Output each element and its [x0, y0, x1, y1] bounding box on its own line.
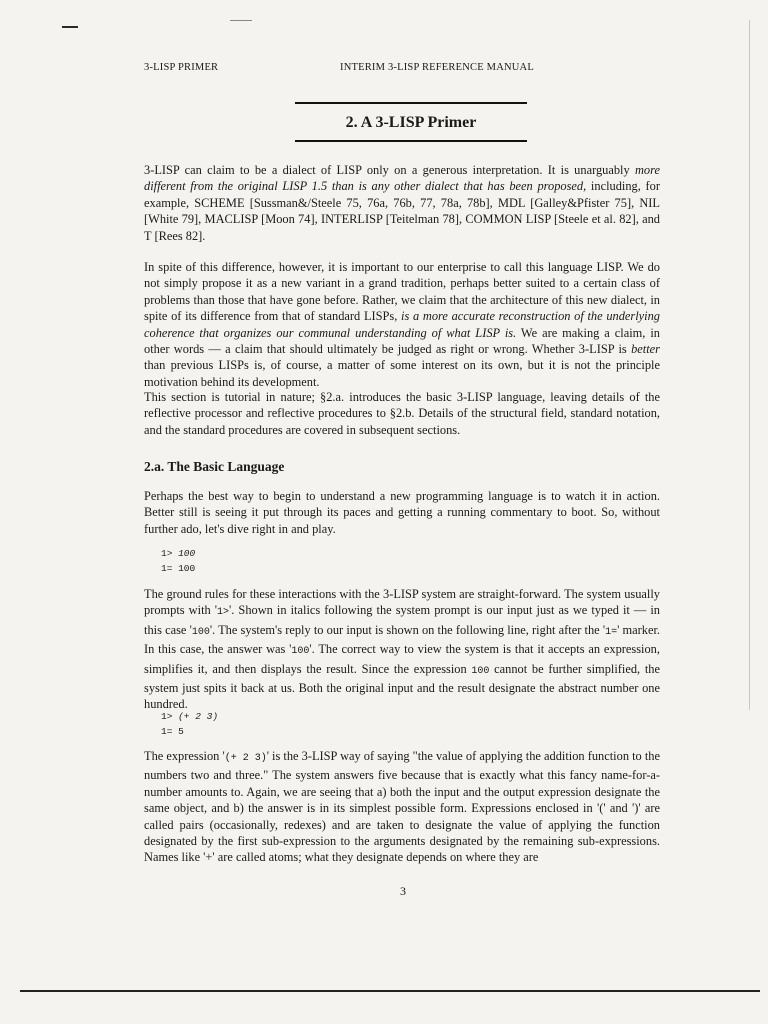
emphasis: is a more accurate reconstruction of the underlying coherence that organizes our communal understanding of what LISP is. [144, 309, 661, 340]
running-header-right: INTERIM 3-LISP REFERENCE MANUAL [340, 62, 534, 73]
scan-artifact-mark [230, 20, 252, 21]
code-input-line: 1> (+ 2 3) [161, 711, 219, 722]
code-reply-line: 1= 5 [161, 726, 184, 737]
page-number: 3 [400, 884, 406, 898]
intro-paragraph-2: In spite of this difference, however, it is important to our enterprise to call this language LISP. We do not simply propose it as a new variant in a grand tradition, perhaps better suited to a certain class of problems than those that have gone before. Rather, we claim that the architecture of this new dialect, in spite of its difference from that of standard LISPs, is a more accurate reconstruction of the underlying coherence that organizes our communal understanding of what LISP is. We are making a claim, in other words — a claim that should ultimately be judged as right or wrong. Whether 3-LISP is better than previous LISPs is, of course, a matter of some interest on its own, but it is not the principle motivation behind its development. [144, 260, 661, 389]
section-paragraph-1: Perhaps the best way to begin to understand a new programming language is to watch it in action. Better still is seeing it put through its paces and getting a running commentary to boot. So, without further ado, let's dive right in and play. [144, 489, 660, 536]
code-input-line: 1> 100 [161, 548, 196, 559]
code-example-2 [161, 709, 218, 739]
intro-paragraph-3: This section is tutorial in nature; §2.a. introduces the basic 3-LISP language, leaving details of the reflective processor and reflective procedures to §2.b. Details of the structural field, standard notation, and the standard procedures are covered in subsequent sections. [144, 390, 660, 437]
title-rule-bottom [295, 140, 527, 142]
code-reply-line: 1= 100 [161, 563, 196, 574]
emphasis: more different from the original LISP 1.5 than is any other dialect that has been proposed, [144, 163, 660, 194]
section-paragraph-2: The ground rules for these interactions with the 3-LISP system are straight-forward. The system usually prompts with '1>'. Shown in italics following the system prompt is our input just as we typed it — in this case '100'. The system's reply to our input is shown on the following line, right after the '1=' marker. In this case, the answer was '100'. The correct way to view the system is that it accepts an expression, simplifies it, and then displays the result. Since the expression 100 cannot be further simplified, the system just spits it back at us. Both the original input and the result designate the abstract number one hundred. [144, 587, 661, 712]
title-rule-top [295, 102, 527, 104]
scan-bottom-line [20, 990, 760, 992]
scan-artifact-mark [62, 26, 78, 28]
section-paragraph-3: The expression '(+ 2 3)' is the 3-LISP way of saying "the value of applying the addition function to the numbers two and three." The system answers five because that is exactly what this fancy name-for-a-number amounts to. Again, we are seeing that a) both the input and the output expression designate the same object, and b) the answer is in its simplest possible form. Expressions enclosed in '(' and ')' are called pairs (occasionally, redexes) and are taken to designate the value of applying the function designated by the first sub-expression to the arguments designated by the remaining sub-expressions. Names like '+' are called atoms; what they designate depends on where they are [144, 749, 660, 865]
running-header-left: 3-LISP PRIMER [144, 62, 219, 73]
code-example-1 [161, 546, 195, 576]
scan-edge-line [749, 20, 750, 710]
emphasis: better [631, 342, 660, 357]
section-heading: 2.a. The Basic Language [144, 459, 285, 474]
intro-paragraph-1: 3-LISP can claim to be a dialect of LISP only on a generous interpretation. It is unarguably more different from the original LISP 1.5 than is any other dialect that has been proposed, including, for example, SCHEME [Sussman&/Steele 75, 76a, 76b, 77, 78a, 78b], MDL [Galley&Pfister 75], NIL [White 79], MACLISP [Moon 74], INTERLISP [Teitelman 78], COMMON LISP [Steele et al. 82], and T [Rees 82]. [144, 163, 660, 243]
chapter-title: 2. A 3-LISP Primer [345, 114, 477, 131]
